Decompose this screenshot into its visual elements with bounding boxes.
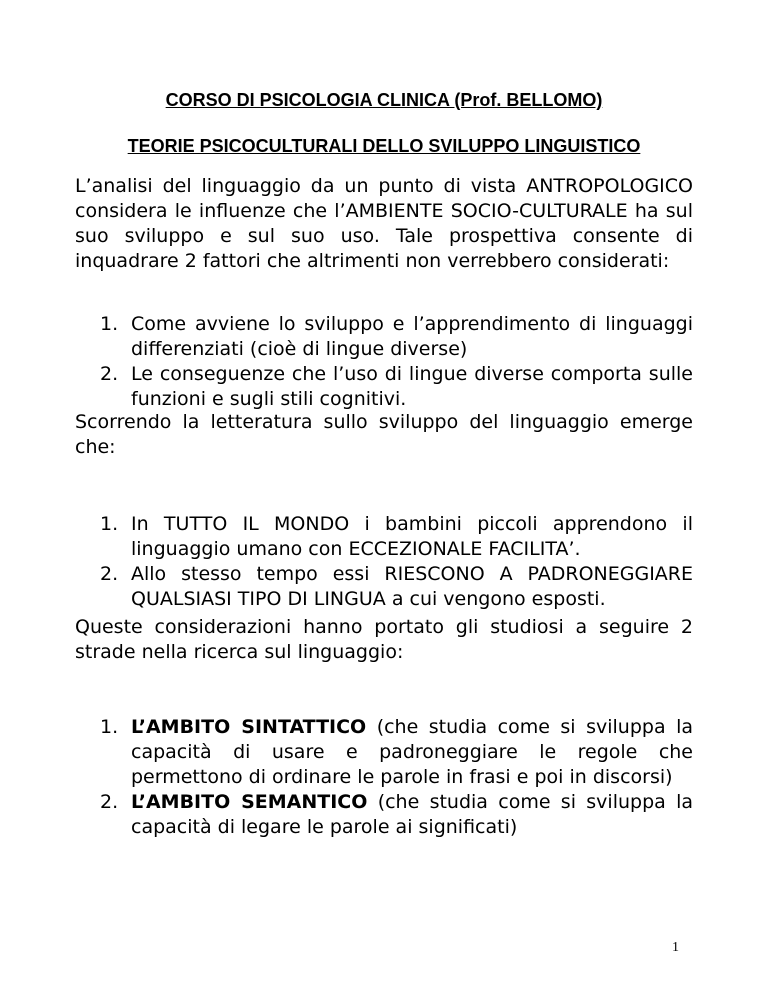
list-item (75, 562, 693, 612)
list-item (75, 362, 693, 412)
list-item (75, 312, 693, 362)
list-item-text: Allo stesso tempo essi RIESCONO A PADRONEGGIARE QUALSIASI TIPO DI LINGUA a cui vengono esposti. (131, 563, 693, 610)
list-number: 2. (100, 563, 119, 585)
list-number: 1. (100, 716, 119, 738)
list-item (75, 715, 693, 790)
section-title (0, 134, 768, 159)
list-number: 2. (100, 791, 119, 813)
considerations-paragraph: Queste considerazioni hanno portato gli studiosi a seguire 2 strade nella ricerca sul linguaggio: (75, 616, 693, 663)
course-title (0, 88, 768, 113)
list-item-text: Come avviene lo sviluppo e l’apprendimento di linguaggi differenziati (cioè di lingue diverse) (131, 313, 693, 360)
list-item-text: In TUTTO IL MONDO i bambini piccoli apprendono il linguaggio umano con ECCEZIONALE FACILITA’. (131, 513, 693, 560)
list-number: 2. (100, 363, 119, 385)
literature-paragraph: Scorrendo la letteratura sullo sviluppo del linguaggio emerge che: (75, 411, 693, 458)
intro-paragraph: L’analisi del linguaggio da un punto di vista ANTROPOLOGICO considera le influenze che l’AMBIENTE SOCIO-CULTURALE ha sul suo sviluppo e sul suo uso. Tale prospettiva consente di inquadrare 2 fattori che altrimenti non verrebbero considerati: (75, 175, 693, 272)
findings-list (75, 512, 693, 612)
list-number: 1. (100, 313, 119, 335)
research-paths-list (75, 715, 693, 840)
factors-list (75, 312, 693, 412)
list-item (75, 512, 693, 562)
section-title-text: TEORIE PSICOCULTURALI DELLO SVILUPPO LINGUISTICO (127, 136, 641, 156)
list-item-text: (che studia come si sviluppa la capacità di legare le parole ai significati) (131, 791, 693, 838)
list-item (75, 790, 693, 840)
list-item-heading: L’AMBITO SEMANTICO (131, 791, 368, 813)
list-item-heading: L’AMBITO SINTATTICO (131, 716, 367, 738)
course-title-text: CORSO DI PSICOLOGIA CLINICA (Prof. BELLOMO) (165, 90, 603, 110)
page-number: 1 (672, 940, 679, 955)
list-item-text: Le conseguenze che l’uso di lingue diverse comporta sulle funzioni e sugli stili cognitivi. (131, 363, 693, 410)
list-item-text: (che studia come si sviluppa la capacità di usare e padroneggiare le regole che permettono di ordinare le parole in frasi e poi in discorsi) (131, 716, 693, 788)
list-number: 1. (100, 513, 119, 535)
